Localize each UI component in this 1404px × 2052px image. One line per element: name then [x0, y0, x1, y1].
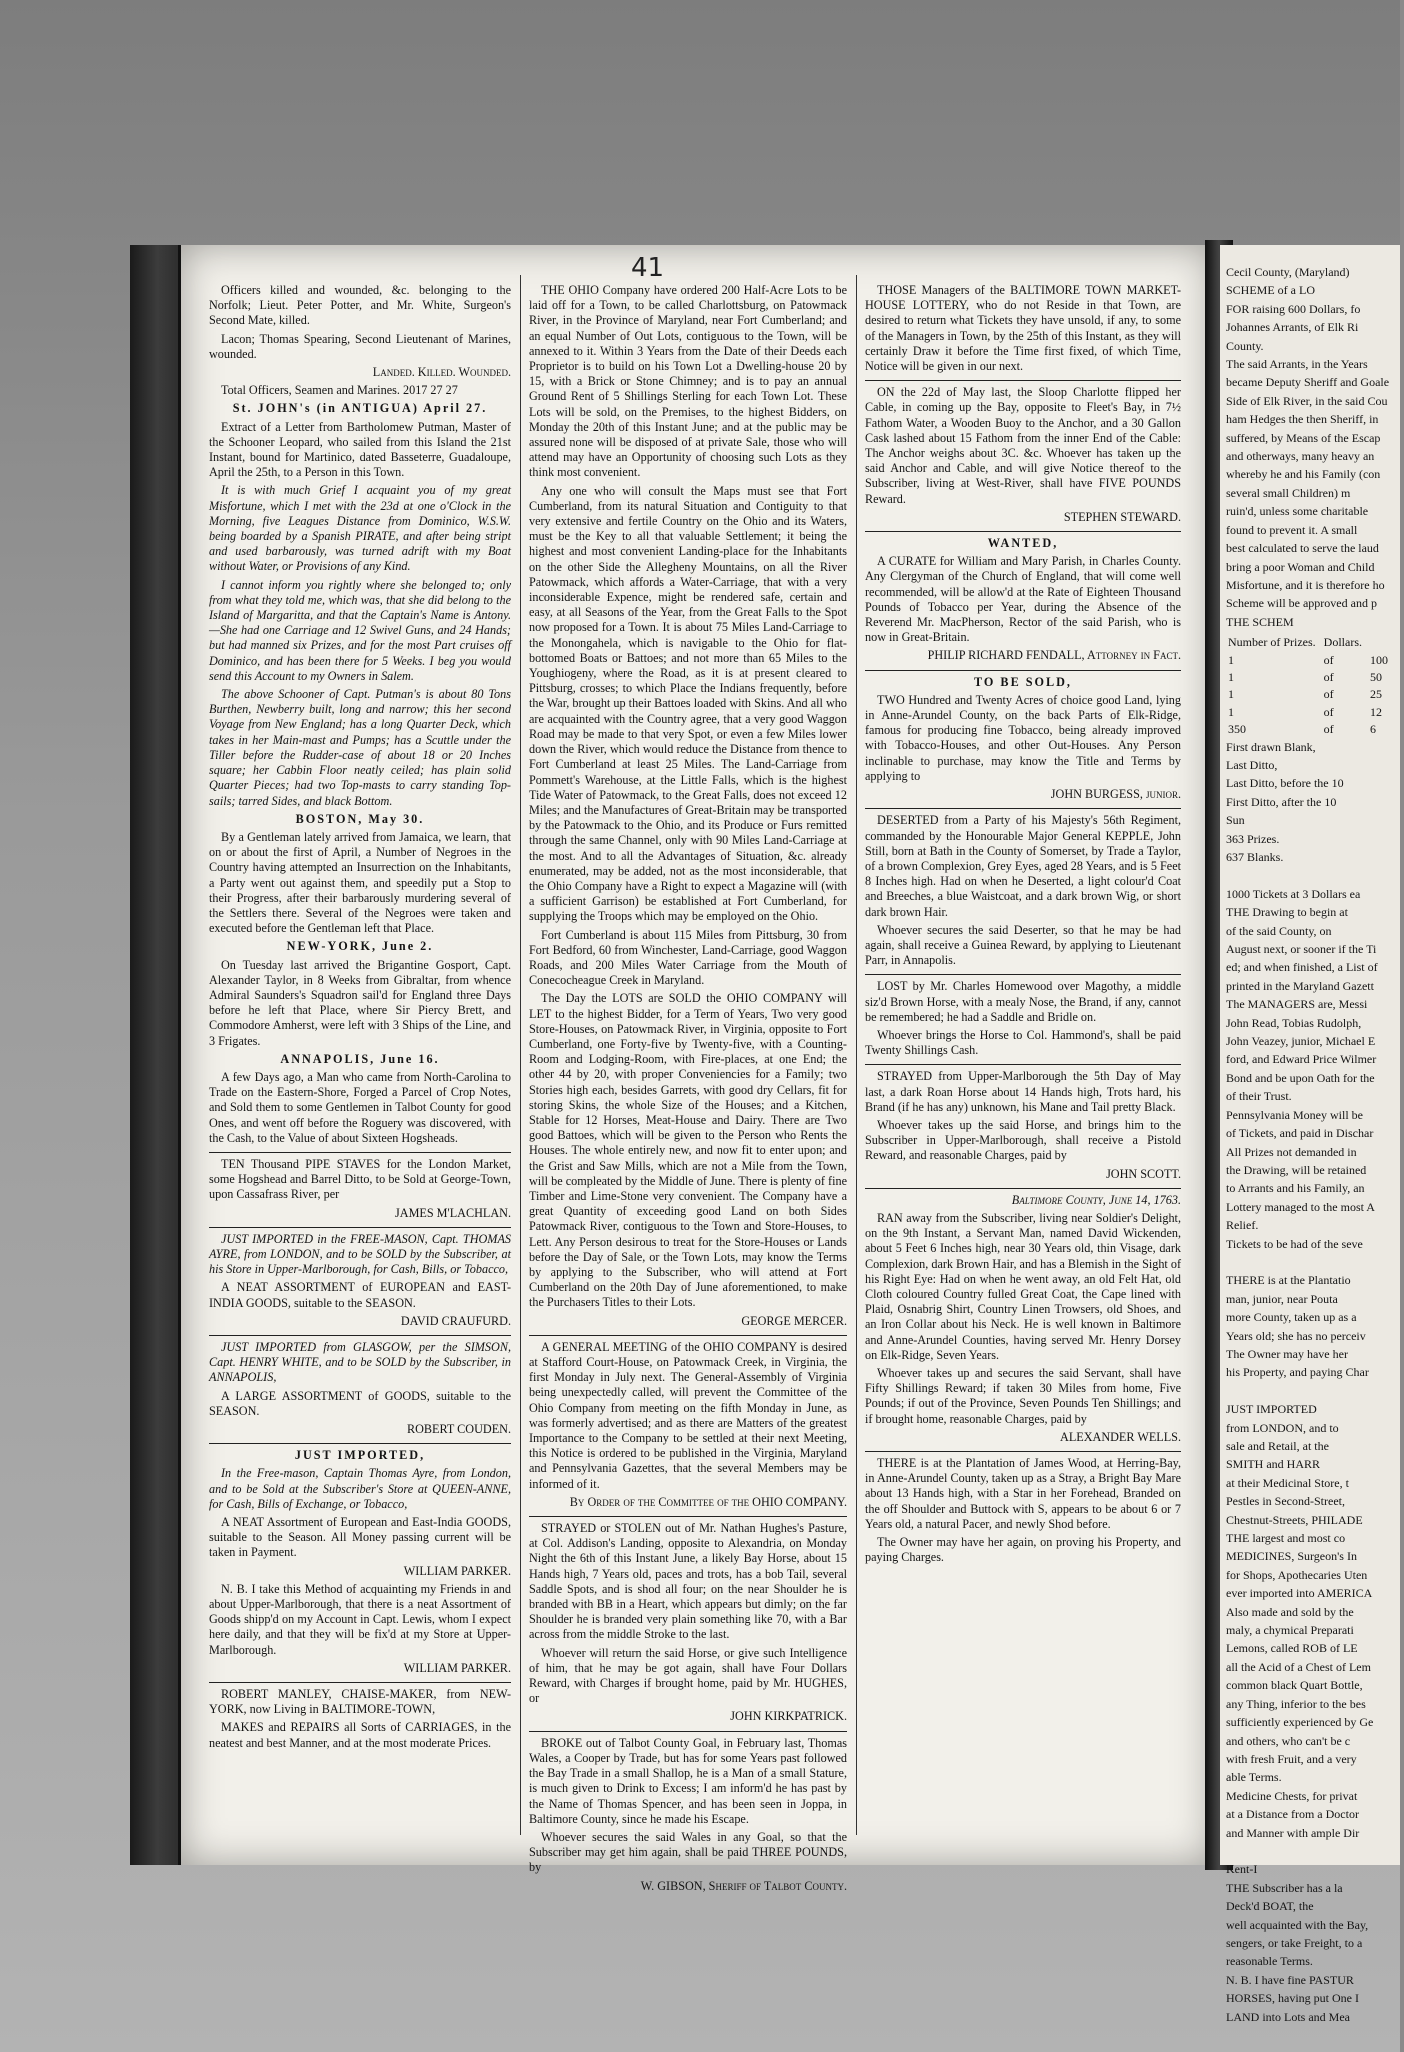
advert-text: DESERTED from a Party of his Majesty's 56th Regiment, commanded by the Honourable Major General KEPPLE, John Still, born at Bath in the County of Somerset, by Trade a Taylor, of a brown Complexion, Grey Eyes, aged 28 Years, and is 5 Feet 8 Inches high. Had on when he Deserted, a light colour'd Coat and Breeches, a blue Waistcoat, and a dark brown Wig, or short dark brown Hair. [865, 813, 1181, 919]
adjacent-page-line: Also made and sold by the [1226, 1604, 1354, 1619]
adjacent-page-line: Lottery managed to the most A [1226, 1199, 1375, 1214]
adjacent-page-column [1226, 265, 1404, 2028]
lottery-table-row [1228, 670, 1394, 685]
advert-signature: STEPHEN STEWARD. [1063, 509, 1181, 524]
adjacent-page-line: 1000 Tickets at 3 Dollars ea [1226, 886, 1361, 901]
lottery-table-cell: 6 [1369, 722, 1376, 737]
adjacent-page-line: ruin'd, unless some charitable [1226, 504, 1369, 519]
advert-signature: DAVID CRAUFURD. [400, 1313, 511, 1328]
advert-parker [209, 1443, 511, 1676]
advert-broke-goal [529, 1731, 847, 1894]
adjacent-page-line: found to prevent it. A small [1226, 522, 1358, 537]
advert-text: A GENERAL MEETING of the OHIO COMPANY is desired at Stafford Court-House, on Patowmack Creek, in Virginia, the first Monday in July next. The General-Assembly of Virginia being unexpectedly called, will prevent the Committee of the Ohio Company from meeting on the fifth Monday in June, as was formerly advertised; and as there are Matters of the greatest Importance to the Company to be settled at their next Meeting, this Notice is ordered to be published in the Virginia, Maryland and Pennsylvania Gazettes, that the several Members may be informed of it. [529, 1339, 847, 1491]
advert-runaway [865, 1188, 1181, 1445]
antigua-heading: St. JOHN's (in ANTIGUA) April 27. [232, 401, 488, 416]
adjacent-page-line: Misfortune, and it is therefore ho [1226, 577, 1385, 592]
lottery-table-cell: 1 [1228, 687, 1234, 702]
ohio-signature: GEORGE MERCER. [741, 1313, 847, 1328]
advert-text: The Owner may have her again, on proving his Property, and paying Charges. [865, 1535, 1181, 1565]
advert-signature: W. GIBSON, Sheriff of Talbot County. [640, 1878, 847, 1893]
adjacent-page-line [1226, 1384, 1404, 1399]
advert-note: N. B. I take this Method of acquainting my Friends in and about Upper-Marlborough, that there is a neat Assortment of Goods shipp'd on my Account in Capt. Lewis, whom I expect here daily, and that they will be fix'd at my Store at Upper-Marlborough. [209, 1581, 511, 1657]
adjacent-page-line: and Manner with ample Dir [1226, 1825, 1360, 1840]
advert-text: STRAYED from Upper-Marlborough the 5th Day of May last, a dark Roan Horse about 14 Hands high, Trots hard, his Brand (if he has any) unknown, his Mane and Tail pretty Black. [865, 1069, 1181, 1114]
casualty-intro: Officers killed and wounded, &c. belonging to the Norfolk; Lieut. Peter Potter, and Mr. White, Surgeon's Second Mate, killed. [209, 283, 511, 328]
adjacent-page-line: sengers, or take Freight, to a [1226, 1935, 1363, 1950]
adjacent-page-line: MEDICINES, Surgeon's In [1226, 1549, 1357, 1564]
lottery-table-cell: of [1323, 722, 1334, 737]
adjacent-page-line: SCHEME of a LO [1226, 283, 1315, 298]
advert-heading: JUST IMPORTED from GLASGOW, per the SIMSON, Capt. HENRY WHITE, and to be SOLD by the Subscriber, in ANNAPOLIS, [209, 1340, 511, 1385]
advert-heading: JUST IMPORTED, [294, 1448, 426, 1463]
adjacent-page-line: All Prizes not demanded in [1226, 1144, 1357, 1159]
lottery-table-cell: 1 [1228, 669, 1234, 684]
adjacent-page-line: at their Medicinal Store, t [1226, 1475, 1349, 1490]
lottery-scheme-table [1226, 633, 1396, 739]
advert-text: THERE is at the Plantation of James Wood, at Herring-Bay, in Anne-Arundel County, taken up as a Stray, a Bright Bay Mare about 13 Hands high, with a Star in her Forehead, Branded on the off Shoulder and Buttock with S, appears to be about 6 or 7 Years old, a natural Pacer, and newly Shod before. [865, 1456, 1181, 1531]
adjacent-page-line: well acquainted with the Bay, [1226, 1917, 1369, 1932]
lottery-table-header [1228, 635, 1394, 650]
lottery-table-row [1228, 722, 1394, 737]
adjacent-page-lines-continued [1226, 740, 1404, 2025]
adjacent-page-line: more County, taken up as a [1226, 1310, 1357, 1325]
newspaper-page [178, 245, 1213, 1893]
adjacent-page-line: The said Arrants, in the Years [1226, 357, 1368, 372]
adjacent-page-line: THE largest and most co [1226, 1531, 1346, 1546]
advert-signature: JAMES M'LACHLAN. [395, 1205, 511, 1220]
lottery-table-row [1228, 687, 1394, 702]
adjacent-page-line: LAND into Lots and Mea [1226, 2009, 1350, 2024]
adjacent-page-line: man, junior, near Pouta [1226, 1291, 1338, 1306]
advert-heading: TO BE SOLD, [974, 674, 1072, 689]
casualty-table-head: Landed. Killed. Wounded. [372, 365, 511, 380]
adjacent-page-fragment [1220, 245, 1400, 2024]
lottery-table-cell: of [1323, 652, 1334, 667]
adjacent-page-line: Johannes Arrants, of Elk Ri [1226, 320, 1359, 335]
ohio-para: THE OHIO Company have ordered 200 Half-Acre Lots to be laid off for a Town, to be called Charlottsburg, on Patowmack River, in the Province of Maryland, near Fort Cumberland; and an equal Number of Out Lots, contiguous to the Town, will be annexed to it. Within 3 Years from the Date of their Deeds each Proprietor is to build on his Town Lot a Dwelling-house 20 by 15, with a Brick or Stone Chimney; and is to pay an annual Ground Rent of 5 Shillings Sterling for each Town Lot. These Lots will be sold, on the Premises, to the highest Bidders, on Monday the 20th of this Instant June; and at the public may be assured none will be disposed of at private Sale, those who will attend may have an Opportunity of choosing such Lots as they think most convenient. [529, 283, 847, 480]
boston-heading: BOSTON, May 30. [295, 811, 425, 826]
adjacent-page-line: became Deputy Sheriff and Goale [1226, 375, 1390, 390]
advert-heading: JUST IMPORTED in the FREE-MASON, Capt. THOMAS AYRE, from LONDON, and to be SOLD by the Subscriber, at his Store in Upper-Marlborough, for Cash, Bills, or Tobacco, [209, 1231, 511, 1277]
adjacent-page-line: Sun [1226, 813, 1245, 828]
adjacent-page-line: Years old; she has no perceiv [1226, 1328, 1366, 1343]
adjacent-page-line: Pennsylvania Money will be [1226, 1107, 1363, 1122]
advert-text: Whoever takes up and secures the said Servant, shall have Fifty Shillings Reward; if taken 30 Miles from home, Five Pounds; if out of the Province, Seven Pounds Ten Shillings; and if brought home, reasonable Charges, paid by [865, 1366, 1181, 1426]
adjacent-page-line: any Thing, inferior to the bes [1226, 1696, 1366, 1711]
advert-text: A NEAT Assortment of European and East-India GOODS, suitable to the Season. All Money passing current will be taken in Payment. [209, 1515, 511, 1560]
adjacent-page-line: Last Ditto, [1226, 757, 1278, 772]
adjacent-page-line: from LONDON, and to [1226, 1420, 1339, 1435]
adjacent-page-line: Side of Elk River, in the said Cou [1226, 393, 1388, 408]
adjacent-page-line: maly, a chymical Preparati [1226, 1623, 1354, 1638]
column-rule [856, 275, 857, 1835]
column-3 [865, 283, 1181, 1568]
annapolis-heading: ANNAPOLIS, June 16. [280, 1051, 440, 1066]
adjacent-page-line: for Shops, Apothecaries Uten [1226, 1567, 1368, 1582]
advert-to-be-sold [865, 670, 1181, 803]
advert-strayed-roan [865, 1064, 1181, 1181]
adjacent-page-line: sale and Retail, at the [1226, 1439, 1329, 1453]
advert-text: LOST by Mr. Charles Homewood over Magothy, a middle siz'd Brown Horse, with a mealy Nose, the Brand, if any, cannot be remembered; he had a Saddle and Bridle on. [865, 979, 1181, 1024]
adjacent-page-line: THE SCHEM [1226, 614, 1294, 629]
advert-text: MAKES and REPAIRS all Sorts of CARRIAGES, in the neatest and best Manner, and at the most moderate Prices. [209, 1720, 511, 1750]
advert-text: STRAYED or STOLEN out of Mr. Nathan Hughes's Pasture, at Col. Addison's Landing, opposite to Alexandria, on Monday Night the 6th of this Instant June, a likely Bay Horse, about 15 Hands high, 7 Years old, paces and trots, has a bob Tail, several Saddle Spots, and is shod all four; on the near Shoulder he is branded with BB in a Heart, which appears but dimly; on the far Shoulder he is branded very plain something like 70, with a Bar across from the middle Stroke to the last. [529, 1521, 847, 1642]
advert-signature: By Order of the Committee of the OHIO COMPANY. [569, 1494, 847, 1509]
lottery-table-heading: Number of Prizes. [1228, 635, 1316, 650]
adjacent-page-line: of Tickets, and paid in Dischar [1226, 1126, 1374, 1141]
lottery-table-cell: 12 [1369, 704, 1382, 719]
adjacent-page-line: of their Trust. [1226, 1089, 1292, 1104]
adjacent-page-line: bring a poor Woman and Child [1226, 559, 1375, 574]
antigua-para: It is with much Grief I acquaint you of my great Misfortune, which I met with the 23d at one o'Clock in the Morning, five Leagues Distance from Dominico, W.S.W. being boarded by a Spanish PIRATE, and after being stript and used barbarously, was turned adrift with my Boat without Water, or Provisions of any Kind. [209, 483, 511, 574]
adjacent-page-line: County. [1226, 338, 1264, 353]
advert-signature: WILLIAM PARKER. [403, 1563, 511, 1578]
page-number: 41 [631, 253, 665, 283]
lottery-table-cell: 1 [1228, 704, 1234, 719]
adjacent-page-line: SMITH and HARR [1226, 1457, 1321, 1472]
adjacent-page-line: First drawn Blank, [1226, 739, 1316, 754]
advert-text: Whoever brings the Horse to Col. Hammond's, shall be paid Twenty Shillings Cash. [865, 1027, 1181, 1058]
advert-text: TWO Hundred and Twenty Acres of choice good Land, lying in Anne-Arundel County, on the back Parts of Elk-Ridge, famous for producing fine Tobacco, being already improved with Tobacco-Houses, and other Out-Houses. Any Person inclinable to purchase, may know the Title and Terms by applying to [865, 692, 1181, 783]
adjacent-page-line: several small Children) m [1226, 485, 1351, 500]
adjacent-page-line: Chestnut-Streets, PHILADE [1226, 1512, 1363, 1527]
advert-signature: JOHN SCOTT. [1106, 1166, 1181, 1181]
column-rule [520, 275, 521, 1835]
advert-signature: PHILIP RICHARD FENDALL, Attorney in Fact. [927, 648, 1181, 663]
column-1 [209, 283, 511, 1754]
advert-couden [209, 1335, 511, 1437]
antigua-para: Extract of a Letter from Bartholomew Putman, Master of the Schooner Leopard, who sailed from this Island the 21st Instant, bound for Martinico, dated Basseterre, Guadaloupe, April the 25th, to a Person in this Town. [209, 419, 511, 480]
adjacent-page-line: and otherways, many heavy an [1226, 449, 1375, 464]
lottery-table-cell: 50 [1369, 669, 1382, 684]
advert-wanted [865, 531, 1181, 664]
adjacent-page-line: Tickets to be had of the seve [1226, 1236, 1363, 1251]
adjacent-page-line: John Read, Tobias Rudolph, [1226, 1015, 1362, 1030]
adjacent-page-line: Deck'd BOAT, the [1226, 1899, 1314, 1914]
adjacent-page-line [1226, 868, 1404, 883]
book-spine-edge [130, 245, 185, 1865]
antigua-para: The above Schooner of Capt. Putman's is about 80 Tons Burthen, Newberry built, long and narrow; this her second Voyage from New England; has a long Quarter Deck, which takes in her Main-mast and Pumps; has a Scuttle under the Tiller before the Rudder-case of about 18 or 20 Inches square; her Cabbin Floor neatly ceiled; has plain solid Quarter Pieces; had two Top-masts to carry standing Top-sails; tarred Sides, and black Bottom. [209, 687, 511, 808]
adjacent-page-line: Pestles in Second-Street, [1226, 1494, 1345, 1509]
adjacent-page-line: to Arrants and his Family, an [1226, 1181, 1365, 1196]
casualty-intro-2: Lacon; Thomas Spearing, Second Lieutenant of Marines, wounded. [209, 331, 511, 361]
adjacent-page-line: John Veazey, junior, Michael E [1226, 1034, 1376, 1049]
adjacent-page-line: Kent-I [1226, 1862, 1258, 1877]
advert-strayed-horse [529, 1516, 847, 1725]
adjacent-page-line: 637 Blanks. [1226, 850, 1284, 864]
adjacent-page-line: suffered, by Means of the Escap [1226, 430, 1381, 445]
advert-manley [209, 1682, 511, 1751]
advert-dateline: Baltimore County, June 14, 1763. [1011, 1192, 1181, 1207]
advert-lost [865, 974, 1181, 1058]
lottery-table-row [1228, 653, 1394, 668]
ohio-para: The Day the LOTS are SOLD the OHIO COMPANY will LET to the highest Bidder, for a Term of Years, Two very good Store-Houses, on Patowmack River, in Virginia, opposite to Fort Cumberland, one Forty-five by Twenty-five, with a Counting-Room and Lodging-Room, with Fire-places, at one End; the other 44 by 20, with proper Conveniencies for a Family; two Stories high each, besides Garrets, with good dry Cellars, fit for storing Skins, the whole Size of the Houses; and a Kitchen, Stable for 12 Horses, Meat-House and Dairy. There are Two good Battoes, which will be given to the Person who Rents the Houses. The whole entirely new, and now fit to enter upon; and the Grist and Saw Mills, which are not a Mile from the Town, will be compleated by the Middle of June. There is plenty of fine Timber and Lime-Stone very convenient. The Company have a great Quantity of exceeding good Land on both Sides Patowmack River, contiguous to the Town and Store-Houses, to Lett. Any Person desirous to treat for the Store-Houses or Lands before the Day of Sale, or the Town Lots, may know the Terms by applying to the Subscriber, who will attend at Fort Cumberland on the 20th Day of June aforementioned, to make the Purchasers Titles to their Lots. [529, 991, 847, 1310]
adjacent-page-line: at a Distance from a Doctor [1226, 1807, 1359, 1822]
adjacent-page-line: the Drawing, will be retained [1226, 1162, 1367, 1177]
adjacent-page-line: ed; and when finished, a List of [1226, 960, 1378, 975]
advert-text: Whoever secures the said Deserter, so that he may be had again, shall receive a Guinea Reward, by applying to Lieutenant Parr, in Annapolis. [865, 922, 1181, 968]
annapolis-para: A few Days ago, a Man who came from North-Carolina to Trade on the Eastern-Shore, Forged a Parcel of Crop Notes, and Sold them to some Gentlemen in Talbot County for good Ones, and went off before the Roguery was discovered, with the Cash, to the Value of about Sixteen Hogsheads. [209, 1069, 511, 1145]
adjacent-page-line: and others, who can't be c [1226, 1733, 1351, 1748]
ohio-para: Fort Cumberland is about 115 Miles from Pittsburg, 30 from Fort Bedford, 60 from Winchester, Land-Carriage, good Waggon Roads, and 200 Miles Water Carriage from the Mouth of Conecocheague Creek in Maryland. [529, 927, 847, 988]
adjacent-page-line: of the said County, on [1226, 923, 1332, 938]
boston-para: By a Gentleman lately arrived from Jamaica, we learn, that on or about the first of April, a Number of Negroes in the Country having attempted an Insurrection on the Inhabitants, a Party went out against them, and speedily put a Stop to their Progress, after their barbarously murdering several of the Settlers there. Several of the Negroes were taken and executed before the Gentleman left that Place. [209, 829, 511, 936]
advert-heading: ROBERT MANLEY, CHAISE-MAKER, from NEW-YORK, now Living in BALTIMORE-TOWN, [209, 1687, 511, 1717]
adjacent-page-line: N. B. I have fine PASTUR [1226, 1972, 1354, 1987]
adjacent-page-line: HORSES, having put One I [1226, 1991, 1359, 2006]
lottery-table-cell: 350 [1228, 722, 1246, 737]
advert-text: A NEAT ASSORTMENT of EUROPEAN and EAST-INDIA GOODS, suitable to the SEASON. [209, 1280, 511, 1310]
advert-sloop [865, 380, 1181, 525]
adjacent-page-line: all the Acid of a Chest of Lem [1226, 1659, 1371, 1674]
adjacent-page-line: 363 Prizes. [1226, 831, 1280, 846]
adjacent-page-line: THERE is at the Plantatio [1226, 1273, 1351, 1288]
adjacent-page-line: Medicine Chests, for privat [1226, 1788, 1358, 1803]
advert-heading: WANTED, [987, 536, 1059, 551]
casualty-table-row: Total Officers, Seamen and Marines. 2017 27 27 [221, 383, 458, 398]
advert-ohio-meeting [529, 1335, 847, 1510]
ohio-para: Any one who will consult the Maps must see that Fort Cumberland, from its natural Situation and Contiguity to that very extensive and fertile Country on the Ohio and its Waters, must be the Key to all that valuable Settlement; it being the highest and most convenient Landing-place for the Inhabitants on the other Side the Allegheny Mountains, on all the River Patowmack, which affords a Water-Carriage, that with a very inconsiderable Expence, might be rendered safe, certain and easy, at all Seasons of the Year, from the Great Falls to the Spot now proposed for a Town. It is about 75 Miles Land-Carriage to the Monongahela, which is navigable to the Ohio for flat-bottomed Boats or Battoes; and not more than 65 Miles to the Youghiogeny, where the Road, as it is at present cleared to Pittsburg, crosses; to which Place the Indians frequently, before the War, brought up their Battoes loaded with Skins. And all who are acquainted with the Country agree, that a very good Waggon Road may be made to that very Spot, or even a few Miles lower down the River, which would reduce the Distance from thence to Fort Cumberland at least 25 Miles. The Land-Carriage from Pommett's Warehouse, at the Little Falls, which is the highest Tide Water of Patowmack, to the Great Falls, does not exceed 12 Miles; and the Manufactures of Great-Britain may be transported by the Patowmack to the Ohio, and its Produce or Furs remitted through the same Channel, only with 90 Miles Land-Carriage at the most. And to all the Advantages of Situation, &c. already enumerated, may be added, not as the most inconsiderable, that the Ohio Company have a Right to expect a Magazine will (with a sufficient Garrison) be established at Fort Cumberland, for supplying the Troops which may be employed on the Ohio. [529, 483, 847, 924]
adjacent-page-line: Relief. [1226, 1218, 1259, 1233]
advert-signature: ROBERT COUDEN. [407, 1422, 511, 1437]
adjacent-page-line: JUST IMPORTED [1226, 1402, 1317, 1417]
adjacent-page-line: able Terms. [1226, 1770, 1282, 1785]
adjacent-page-line: The Owner may have her [1226, 1346, 1348, 1361]
adjacent-page-line: Last Ditto, before the 10 [1226, 776, 1344, 791]
lottery-table-cell: 100 [1369, 652, 1388, 667]
adjacent-page-line: ham Hedges the then Sheriff, in [1226, 412, 1379, 427]
advert-text: Whoever takes up the said Horse, and brings him to the Subscriber in Upper-Marlborough, shall receive a Pistold Reward, and reasonable Charges, paid by [865, 1117, 1181, 1163]
advert-deserted [865, 808, 1181, 968]
lottery-table-cell: 1 [1228, 652, 1234, 667]
advert-text: Whoever secures the said Wales in any Goal, so that the Subscriber may get him again, shall be paid THREE POUNDS, by [529, 1829, 847, 1875]
advert-signature: ALEXANDER WELLS. [1060, 1429, 1181, 1444]
advert-text: THOSE Managers of the BALTIMORE TOWN MARKET-HOUSE LOTTERY, who do not Reside in that Town, are desired to return what Tickets they have unsold, if any, to some of the Managers in Town, by the 25th of this Instant, as they will certainly Draw it before the Time first fixed, of which Time, Notice will be given in our next. [865, 283, 1181, 374]
adjacent-page-line: sufficiently experienced by Ge [1226, 1715, 1374, 1730]
adjacent-page-line: printed in the Maryland Gazett [1226, 978, 1374, 993]
antigua-para: I cannot inform you rightly where she belonged to; only from what they told me, which was, that she did belong to the Island of Margaritta, and that the Captain's Name is Antony.—She had one Carriage and 12 Swivel Guns, and 24 Hands; but had manned six Prizes, and for the most Part cruises off Dominico, and has been there for 5 Weeks. I beg you would send this Account to my Owners in Salem. [209, 577, 511, 683]
adjacent-page-line: Bond and be upon Oath for the [1226, 1070, 1375, 1085]
lottery-table-heading: Dollars. [1323, 635, 1362, 650]
lottery-table-cell: of [1323, 687, 1334, 702]
lottery-table-row [1228, 705, 1394, 720]
advert-signature: WILLIAM PARKER. [403, 1660, 511, 1675]
advert-stray-mare [865, 1451, 1181, 1565]
adjacent-page-line: whereby he and his Family (con [1226, 467, 1381, 482]
adjacent-page-line: August next, or sooner if the Ti [1226, 942, 1377, 957]
advert-text: ON the 22d of May last, the Sloop Charlotte flipped her Cable, in coming up the Bay, opposite to Fleet's Bay, in 7½ Fathom Water, a Wooden Buoy to the Anchor, and a 30 Gallon Cask lashed about 15 Fathom from the inner End of the Cable: The Anchor weighs about 3C. &c. Whoever has taken up the said Anchor and Cable, and will give Notice thereof to the Subscriber, living at West-River, shall have FIVE POUNDS Reward. [865, 385, 1181, 506]
adjacent-page-line: with fresh Fruit, and a very [1226, 1751, 1357, 1766]
advert-text: Whoever will return the said Horse, or give such Intelligence of him, that he may be got again, shall have Four Dollars Reward, with Charges if brought home, paid by Mr. HUGHES, or [529, 1645, 847, 1706]
adjacent-page-line: reasonable Terms. [1226, 1954, 1313, 1969]
adjacent-page-line: THE Subscriber has a la [1226, 1880, 1343, 1895]
adjacent-page-line: Cecil County, (Maryland) [1226, 265, 1350, 279]
advert-text: A CURATE for William and Mary Parish, in Charles County. Any Clergyman of the Church of England, that will come well recommended, will be allow'd at the Rate of Eighteen Thousand Pounds of Tobacco per Year, during the Absence of the Reverend Mr. MacPherson, Rector of the said Parish, who is now in Great-Britain. [865, 554, 1181, 645]
adjacent-page-line: FOR raising 600 Dollars, fo [1226, 301, 1361, 316]
adjacent-page-line: Scheme will be approved and p [1226, 596, 1377, 611]
advert-lottery [865, 283, 1181, 374]
adjacent-page-line: ford, and Edward Price Wilmer [1226, 1052, 1377, 1067]
adjacent-page-line: ever imported into AMERICA [1226, 1586, 1373, 1601]
advert-text: A LARGE ASSORTMENT of GOODS, suitable to the SEASON. [209, 1388, 511, 1418]
adjacent-page-lines [1226, 265, 1404, 630]
adjacent-page-line [1226, 1844, 1404, 1859]
newyork-para: On Tuesday last arrived the Brigantine Gosport, Capt. Alexander Taylor, in 8 Weeks from Gibraltar, from whence Admiral Saunders's Squadron sail'd for England three Days before he left that Place, where Sir Piercy Brett, and Commodore Amherst, were left with 3 Ships of the Line, and 3 Frigates. [209, 957, 511, 1048]
lottery-table-cell: of [1323, 704, 1334, 719]
advert-pipe-staves [209, 1152, 511, 1221]
advert-signature: JOHN BURGESS, junior. [1050, 787, 1181, 802]
adjacent-page-line: best calculated to serve the laud [1226, 541, 1379, 556]
advert-text: RAN away from the Subscriber, living near Soldier's Delight, on the 9th Instant, a Servant Man, named David Wickenden, about 5 Feet 6 Inches high, near 30 Years old, thin Visage, dark Complexion, dark Brown Hair, and has a Blemish in the Sight of his Right Eye: Had on when he went away, an old Felt Hat, old Cloth coloured Country fulled Great Coat, the Cape lined with Plaid, Osnabrig Shirt, Country Linen Trowsers, old Shoes, and an Iron Collar about his Neck. He is well known in Baltimore and Anne-Arundel Counties, having served Mr. Henry Dorsey on Elk-Ridge, Seven Years. [865, 1210, 1182, 1362]
newyork-heading: NEW-YORK, June 2. [286, 939, 434, 954]
lottery-table-cell: of [1323, 669, 1334, 684]
column-2 [529, 283, 847, 1897]
adjacent-page-line [1226, 1255, 1404, 1270]
lottery-table-cell: 25 [1369, 687, 1382, 702]
adjacent-page-line: Lemons, called ROB of LE [1226, 1641, 1358, 1656]
lottery-table-body [1228, 653, 1394, 738]
advert-text: TEN Thousand PIPE STAVES for the London Market, some Hogshead and Barrel Ditto, to be Sold at George-Town, upon Cassafrass River, per [209, 1156, 511, 1202]
adjacent-page-line: First Ditto, after the 10 [1226, 794, 1337, 809]
adjacent-page-line: common black Quart Bottle, [1226, 1678, 1363, 1693]
advert-subheading: In the Free-mason, Captain Thomas Ayre, from London, and to be Sold at the Subscriber's Store at QUEEN-ANNE, for Cash, Bills of Exchange, or Tobacco, [209, 1466, 511, 1511]
adjacent-page-line: THE Drawing to begin at [1226, 905, 1348, 920]
advert-signature: JOHN KIRKPATRICK. [730, 1709, 847, 1724]
adjacent-page-line: his Property, and paying Char [1226, 1365, 1369, 1380]
advert-craufurd [209, 1227, 511, 1329]
advert-text: BROKE out of Talbot County Goal, in February last, Thomas Wales, a Cooper by Trade, but has for some Years past followed the Bay Trade in a small Shallop, he is a Man of a small Stature, is much given to Drink to Excess; I am inform'd he has past by the Name of Thomas Spencer, and has been seen in Joppa, in Baltimore County, since he made his Escape. [529, 1735, 847, 1826]
adjacent-page-line: The MANAGERS are, Messi [1226, 997, 1368, 1012]
